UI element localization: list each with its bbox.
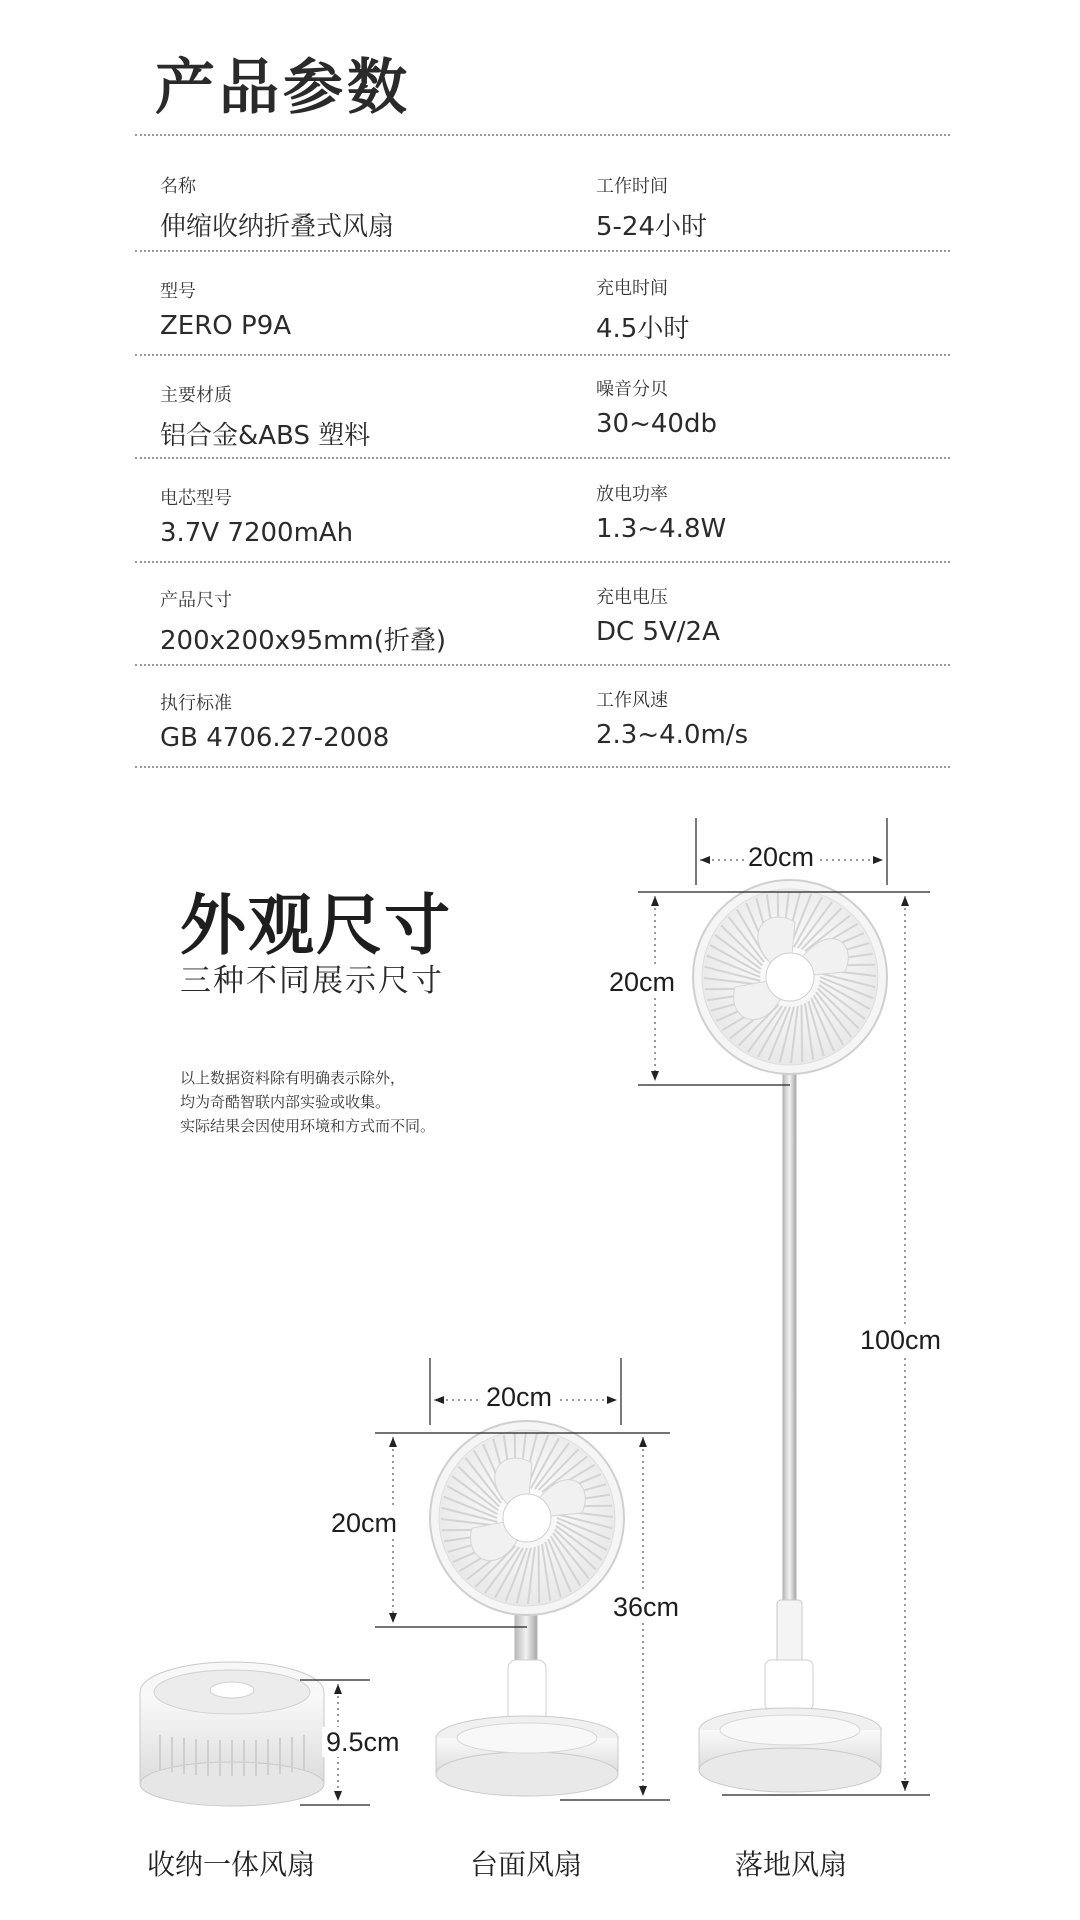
specs-title: 产品参数 (155, 53, 411, 123)
spec-label: 放电功率 (596, 484, 668, 505)
spec-value: 3.7V 7200mAh (160, 518, 354, 548)
caption-folded-fan: 收纳一体风扇 (147, 1848, 316, 1881)
spec-value: 5-24小时 (596, 212, 708, 242)
caption-floor-fan: 落地风扇 (735, 1848, 848, 1881)
floor-fan-head (693, 880, 887, 1074)
folded-height-label: 9.5cm (322, 1727, 404, 1757)
spec-value: GB 4706.27-2008 (160, 723, 390, 753)
grill-spoke (539, 1546, 540, 1603)
spec-value: 30~40db (596, 409, 717, 439)
spec-label: 噪音分贝 (596, 379, 668, 400)
spec-value: 伸缩收纳折叠式风扇 (160, 212, 395, 242)
table-width-label: 20cm (482, 1382, 556, 1412)
note-line: 实际结果会因使用环境和方式而不同。 (180, 1117, 436, 1135)
spec-label: 执行标准 (160, 693, 232, 714)
spec-value: 铝合金&ABS 塑料 (160, 421, 371, 451)
spec-value: 1.3~4.8W (596, 514, 727, 544)
spec-label: 电芯型号 (160, 488, 232, 509)
table-fan-head (430, 1421, 624, 1615)
grill-spoke (802, 1005, 803, 1062)
spec-label: 型号 (160, 281, 196, 302)
floor-width-label: 20cm (744, 842, 818, 872)
spec-value: ZERO P9A (160, 311, 292, 341)
note-line: 以上数据资料除有明确表示除外， (180, 1069, 406, 1087)
dimensions-subtitle: 三种不同展示尺寸 (180, 963, 444, 999)
spec-label: 充电电压 (596, 587, 668, 608)
table-head-height-label: 20cm (327, 1508, 401, 1538)
table-fan (375, 1358, 670, 1800)
spec-label: 产品尺寸 (160, 590, 232, 611)
note-line: 均为奇酷智联内部实验或收集。 (180, 1093, 391, 1111)
dimensions-title: 外观尺寸 (180, 887, 452, 964)
spec-value: DC 5V/2A (596, 617, 720, 647)
table-total-height-label: 36cm (609, 1592, 683, 1622)
spec-value: 200x200x95mm(折叠) (160, 626, 447, 656)
spec-label: 充电时间 (596, 278, 668, 299)
floor-head-height-label: 20cm (605, 967, 679, 997)
spec-label: 名称 (160, 176, 196, 197)
spec-label: 主要材质 (160, 385, 232, 406)
spec-label: 工作风速 (596, 690, 668, 711)
spec-label: 工作时间 (596, 176, 668, 197)
spec-value: 2.3~4.0m/s (596, 720, 749, 750)
floor-fan (638, 818, 930, 1795)
floor-total-height-label: 100cm (856, 1325, 945, 1355)
caption-table-fan: 台面风扇 (470, 1848, 583, 1881)
spec-value: 4.5小时 (596, 314, 690, 344)
